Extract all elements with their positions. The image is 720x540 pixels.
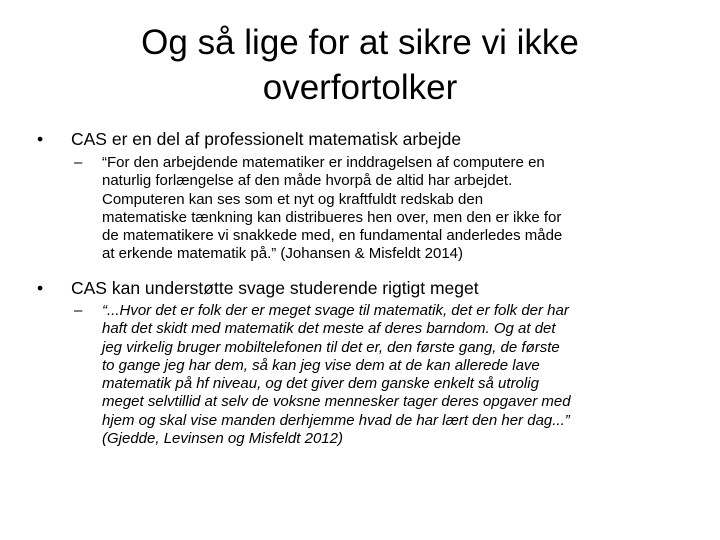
title-line-2: overfortolker xyxy=(262,68,458,107)
title-line-1: Og så lige for at sikre vi ikke xyxy=(141,23,579,62)
bullet-text: CAS kan understøtte svage studerende rigtigt meget xyxy=(71,278,479,298)
quote-text: “...Hvor det er folk der er meget svage til matematik, det er folk der har haft det skidt med matematik det meste af deres barndom. Og at det jeg virkelig bruger mobiltelefonen til det er, den første gang, de første to gange jeg har dem, så kan jeg vise dem at de kan allerede lave matematik på hf niveau, og det giver dem ganske enkelt så utrolig meget selvtillid at selv de voksne mennesker tager deres opgaver med hjem og skal vise manden derhjemme hvad de har lært den her dag...” (Gjedde, Levinsen og Misfeldt 2012) xyxy=(102,302,571,448)
bullet-point-icon: • xyxy=(37,278,44,298)
dash-bullet-icon: – xyxy=(74,154,83,171)
quote-johansen-misfeldt xyxy=(74,154,674,264)
quote-text: “For den arbejdende matematiker er inddragelsen af computere en naturlig forlængelse af den måde hvorpå de altid har arbejdet. Computeren kan ses som et nyt og kraftfuldt redskab den matematiske tænkning kan distribueres hen over, men den er ikke for de matematikere vi snakkede med, en fundamental anderledes måde at erkende matematik på.” (Johansen & Misfeldt 2014) xyxy=(102,154,563,263)
dash-bullet-icon: – xyxy=(74,302,83,319)
quote-gjedde-levinsen-misfeldt xyxy=(74,302,674,448)
bullet-point-icon: • xyxy=(37,129,44,149)
slide-title xyxy=(60,20,660,110)
bullet-text: CAS er en del af professionelt matematisk arbejde xyxy=(71,129,462,149)
